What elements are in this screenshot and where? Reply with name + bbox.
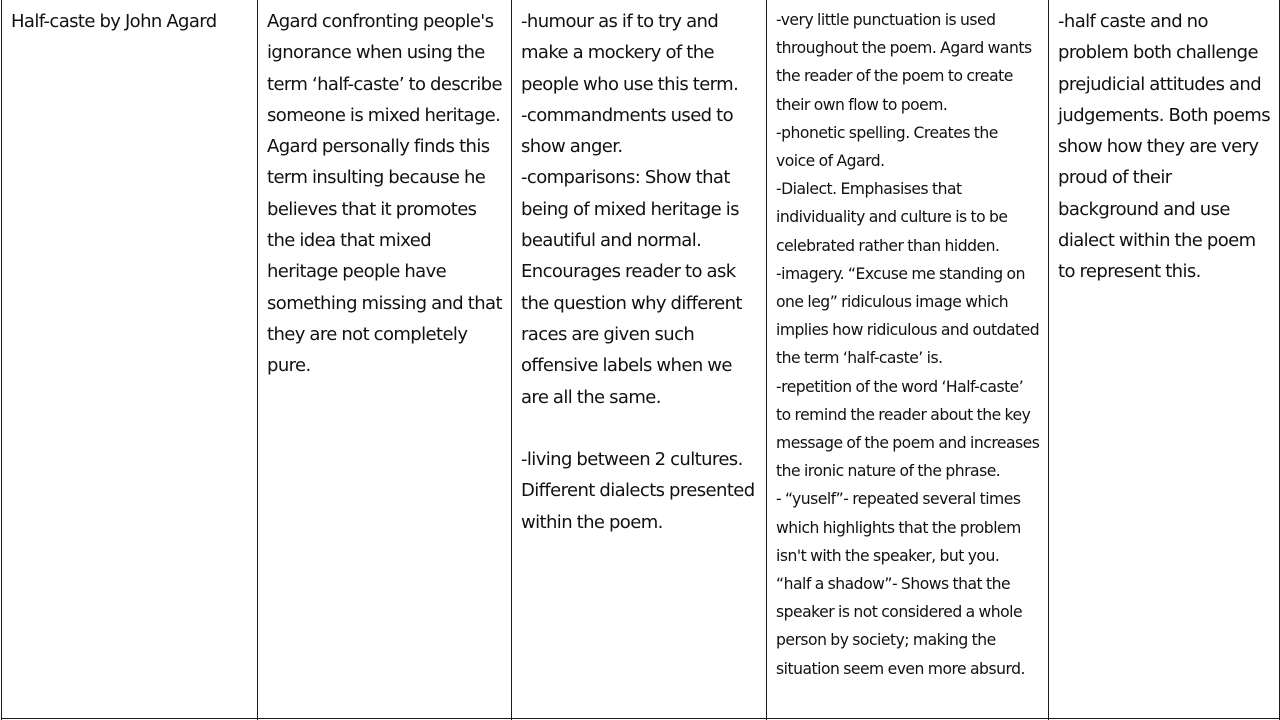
poem-techniques-cell <box>767 0 1049 719</box>
poem-title-cell <box>2 0 258 719</box>
poem-title: Half-caste by John Agard <box>11 11 217 32</box>
poem-comparison-cell <box>1049 0 1280 719</box>
poem-comparison-text: -half caste and no problem both challenge prejudicial attitudes and judgements. Both poems show how they are very proud of their background and use dialect within the poem to represent this. <box>1058 11 1271 283</box>
poem-analysis-table <box>1 0 1280 720</box>
poem-themes-text: -humour as if to try and make a mockery of the people who use this term. -commandments used to show anger. -comparisons: Show that being of mixed heritage is beautiful and normal. Encourages reader to ask the question why different races are given such offensive labels when we are all the same. -living between 2 cultures. Different dialects presented within the poem. <box>521 11 755 533</box>
poem-techniques-text: -very little punctuation is used throughout the poem. Agard wants the reader of the poem to create their own flow to poem. -phonetic spelling. Creates the voice of Agard. -Dialect. Emphasises that individuality and culture is to be celebrated rather than hidden. -imagery. “Excuse me standing on one leg” ridiculous image which implies how ridiculous and outdated the term ‘half-caste’ is. -repetition of the word ‘Half-caste’ to remind the reader about the key message of the poem and increases the ironic nature of the phrase. - “yuself”- repeated several times which highlights that the problem isn't with the speaker, but you. “half a shadow”- Shows that the speaker is not considered a whole person by society; making the situation seem even more absurd. <box>776 11 1040 678</box>
table-row <box>2 0 1280 719</box>
poem-themes-cell <box>512 0 767 719</box>
poem-context-text: Agard confronting people's ignorance when using the term ‘half-caste’ to describe someone is mixed heritage. Agard personally finds this term insulting because he believes that it promotes the idea that mixed heritage people have something missing and that they are not completely pure. <box>267 11 502 377</box>
poem-context-cell <box>258 0 512 719</box>
